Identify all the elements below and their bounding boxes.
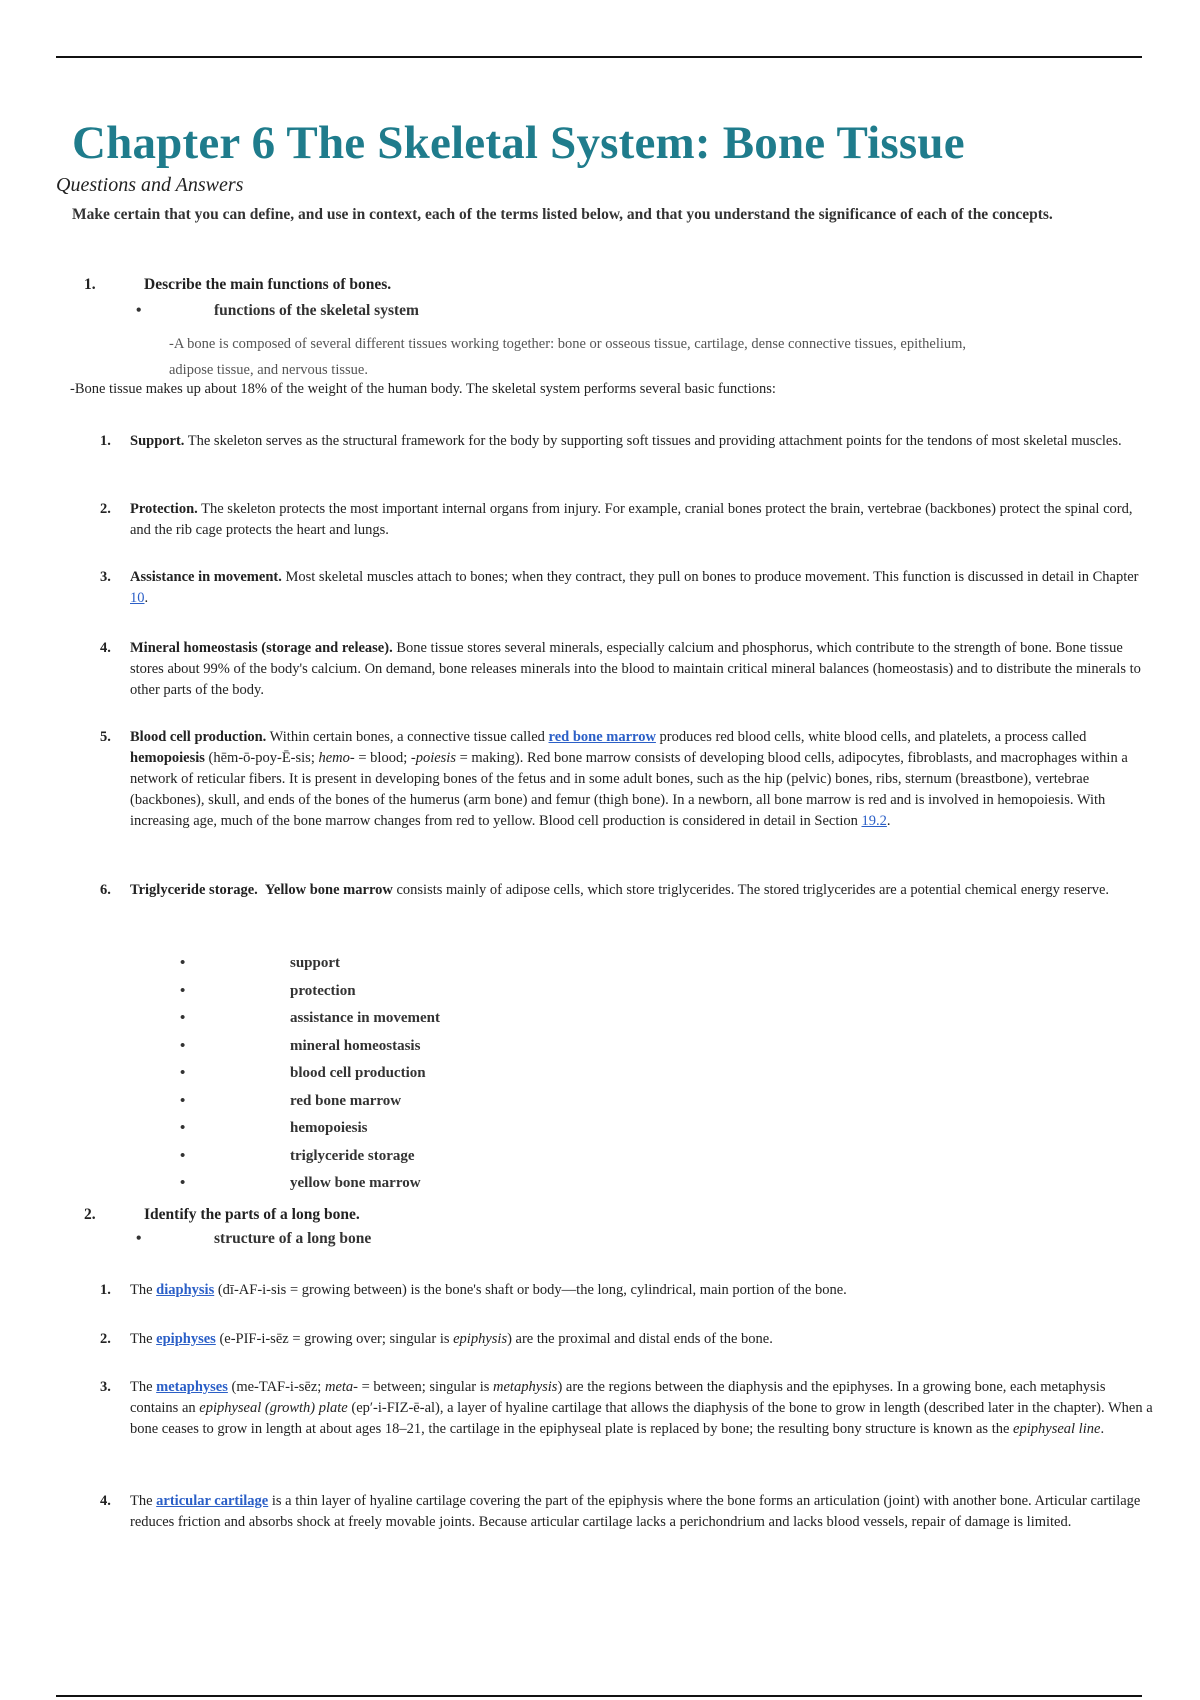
- item-term: Blood cell production.: [130, 729, 267, 745]
- tissue-note: -A bone is composed of several different tissues working together: bone or osseous tissue, cartilage, dense connective tissues, epithelium, adipose tissue, and nervous tissue.: [169, 336, 967, 378]
- item-number: 4.: [100, 1493, 111, 1509]
- item-number: 6.: [100, 882, 111, 898]
- item-term: Mineral homeostasis (storage and release).: [130, 640, 393, 656]
- item-text: Most skeletal muscles attach to bones; when they contract, they pull on bones to produce movement. This function is discussed in detail in Chapter: [281, 569, 1139, 585]
- item-text: The skeleton protects the most important internal organs from injury. For example, cranial bones protect the brain, vertebrae (backbones) protect the spinal cord, and the rib cage protects the heart and lungs.: [130, 501, 1133, 538]
- red-bone-marrow-link[interactable]: red bone marrow: [548, 729, 656, 745]
- item-term: Triglyceride storage.: [130, 882, 258, 898]
- function-item: 5. Blood cell production. Within certain bones, a connective tissue called red bone marrow produces red blood cells, white blood cells, and platelets, a process called hemopoiesis (hēm-ō-poy-Ē-sis; hemo- = blood; -poiesis = making). Red bone marrow consists of developing blood cells, adipocytes, fibroblasts, and macrophages within a network of reticular fibers. It is present in developing bones of the fetus and in some adult bones, such as the hip (pelvic) bones, ribs, sternum (breastbone), vertebrae (backbones), skull, and ends of the bones of the humerus (arm bone) and femur (thigh bone). In a newborn, all bone marrow is red and is involved in hemopoiesis. With increasing age, much of the bone marrow changes from red to yellow. Blood cell production is considered in detail in Section 19.2.: [100, 729, 1128, 829]
- function-item: 3. Assistance in movement. Most skeletal muscles attach to bones; when they contract, they pull on bones to produce movement. This function is discussed in detail in Chapter 10.: [100, 569, 1139, 606]
- diaphysis-link[interactable]: diaphysis: [156, 1282, 215, 1298]
- bone-part-item: 3. The metaphyses (me-TAF-i-sēz; meta- = between; singular is metaphysis) are the regions between the diaphysis and the epiphyses. In a growing bone, each metaphysis contains an epiphyseal (growth) plate (ep′-i-FIZ-ē-al), a layer of hyaline cartilage that allows the diaphysis of the bone to grow in length (described later in the chapter). When a bone ceases to grow in length at about ages 18–21, the cartilage in the epiphyseal plate is replaced by bone; the resulting bony structure is known as the epiphyseal line.: [100, 1379, 1153, 1437]
- articular-cartilage-link[interactable]: articular cartilage: [156, 1493, 269, 1509]
- question-text: Identify the parts of a long bone.: [144, 1206, 360, 1223]
- bone-weight-line: -Bone tissue makes up about 18% of the weight of the human body. The skeletal system performs several basic functions:: [70, 381, 776, 397]
- bone-part-item: 4. The articular cartilage is a thin layer of hyaline cartilage covering the part of the epiphysis where the bone forms an articulation (joint) with another bone. Articular cartilage reduces friction and absorbs shock at freely movable joints. Because articular cartilage lacks a perichondrium and lacks blood vessels, repair of damage is limited.: [100, 1493, 1141, 1530]
- epiphyses-link[interactable]: epiphyses: [156, 1331, 216, 1347]
- question-text: Describe the main functions of bones.: [144, 276, 392, 293]
- item-text: Bone tissue stores several minerals, especially calcium and phosphorus, which contribute to the strength of bone. Bone tissue stores about 99% of the body's calcium. On demand, bone releases minerals into the blood to maintain critical mineral balances (homeostasis) and to distribute the minerals to other parts of the body.: [130, 640, 1141, 698]
- bullet-text: functions of the skeletal system: [214, 302, 419, 319]
- page-subtitle: Questions and Answers: [56, 174, 244, 196]
- chapter-10-link[interactable]: 10: [130, 590, 145, 606]
- page-title: Chapter 6 The Skeletal System: Bone Tissue: [72, 117, 965, 169]
- bottom-rule: [56, 1695, 1142, 1697]
- bullet-text: structure of a long bone: [214, 1230, 372, 1247]
- bone-part-item: 1. The diaphysis (dī-AF-i-sis = growing between) is the bone's shaft or body—the long, cylindrical, main portion of the bone.: [100, 1280, 1155, 1301]
- metaphyses-link[interactable]: metaphyses: [156, 1379, 228, 1395]
- function-item: [100, 638, 1155, 701]
- item-number: 3.: [100, 1379, 111, 1395]
- bone-part-item: 2. The epiphyses (e-PIF-i-sēz = growing over; singular is epiphysis) are the proximal and distal ends of the bone.: [100, 1329, 1155, 1350]
- item-text: The skeleton serves as the structural framework for the body by supporting soft tissues and providing attachment points for the tendons of most skeletal muscles.: [184, 433, 1122, 449]
- item-number: 3.: [100, 569, 111, 585]
- question-number: 2.: [84, 1206, 96, 1223]
- function-item: 6. Triglyceride storage. Yellow bone marrow consists mainly of adipose cells, which store triglycerides. The stored triglycerides are a potential chemical energy reserve.: [100, 880, 1155, 901]
- function-item: [100, 499, 1155, 541]
- item-term: Protection.: [130, 501, 198, 517]
- function-item: [100, 431, 1155, 452]
- item-number: 1.: [100, 1282, 111, 1298]
- item-term: Support.: [130, 433, 185, 449]
- section-19-2-link[interactable]: 19.2: [861, 813, 887, 829]
- item-number: 4.: [100, 640, 111, 656]
- item-term: Assistance in movement.: [130, 569, 282, 585]
- item-number: 5.: [100, 729, 111, 745]
- question-number: 1.: [84, 276, 96, 293]
- intro-paragraph: Make certain that you can define, and use in context, each of the terms listed below, and that you understand the significance of each of the concepts.: [72, 206, 1053, 223]
- item-number: 2.: [100, 1331, 111, 1347]
- bullet-icon: •: [136, 302, 142, 319]
- item-number: 2.: [100, 501, 111, 517]
- top-rule: [56, 56, 1142, 58]
- item-number: 1.: [100, 433, 111, 449]
- item-text: consists mainly of adipose cells, which store triglycerides. The stored triglycerides are a potential chemical energy reserve.: [392, 882, 1110, 898]
- bullet-icon: •: [136, 1230, 142, 1247]
